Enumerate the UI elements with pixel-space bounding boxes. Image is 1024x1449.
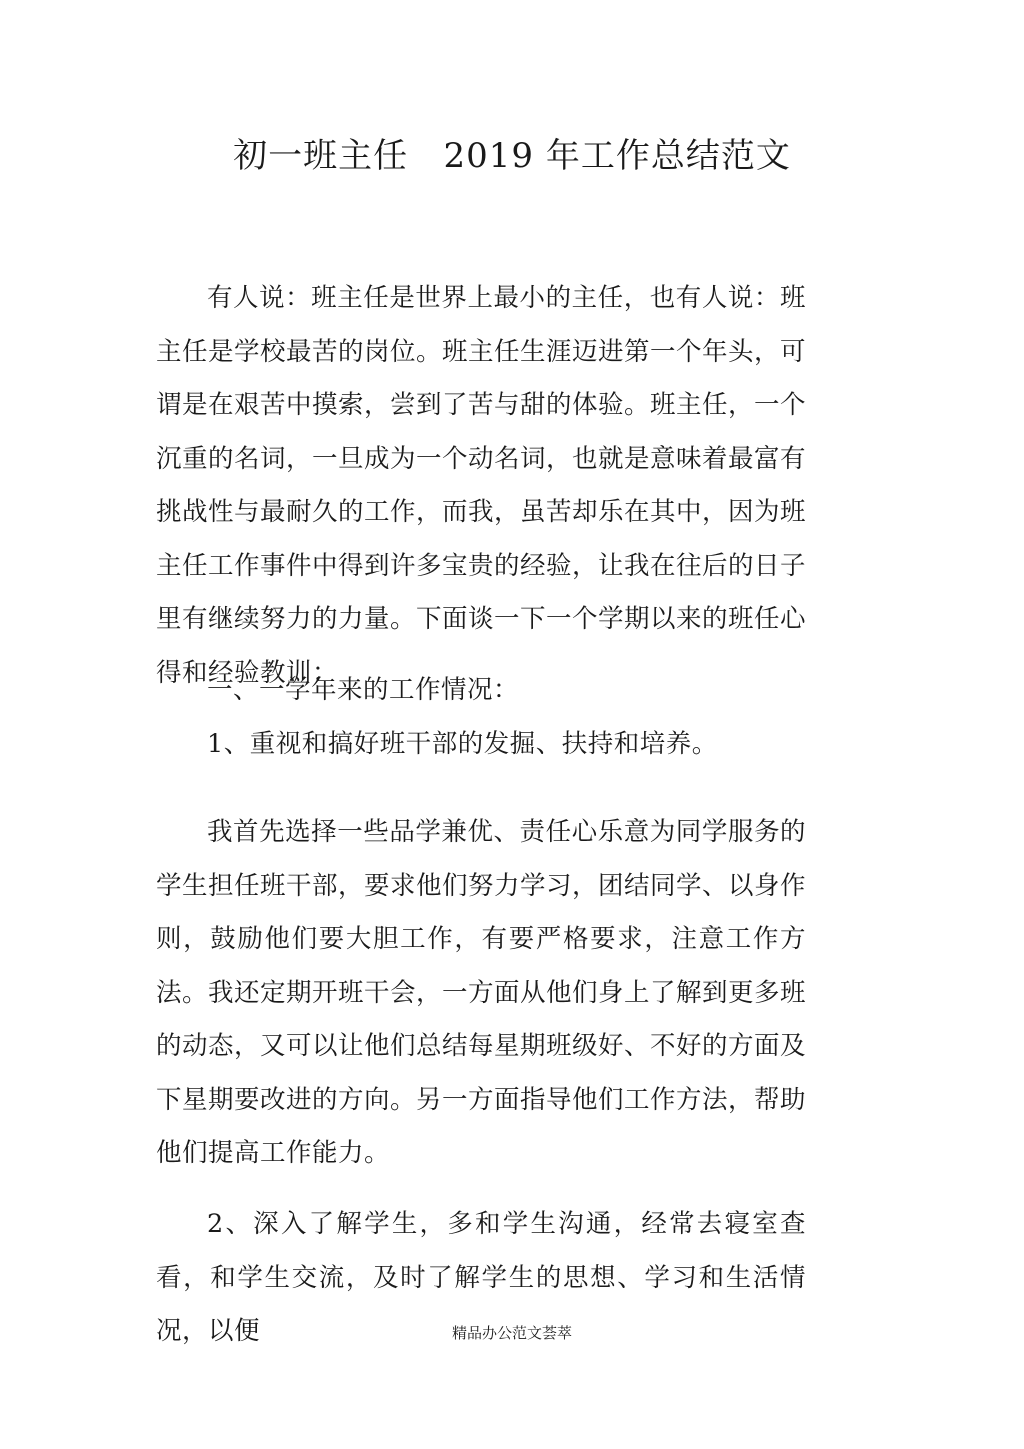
paragraph-section-1 bbox=[156, 806, 806, 1181]
subsection-heading-1-text: 1、重视和搞好班干部的发掘、扶持和培养。 bbox=[207, 729, 718, 759]
section-heading-1 bbox=[156, 664, 806, 718]
paragraph-intro-text: 有人说：班主任是世界上最小的主任，也有人说：班主任是学校最苦的岗位。班主任生涯迈进第一个年头，可谓是在艰苦中摸索，尝到了苦与甜的体验。班主任，一个沉重的名词，一旦成为一个动名词，也就是意味着最富有挑战性与最耐久的工作，而我，虽苦却乐在其中，因为班主任工作事件中得到许多宝贵的经验，让我在往后的日子里有继续努力的力量。下面谈一下一个学期以来的班任心得和经验教训： bbox=[156, 283, 807, 688]
paragraph-intro bbox=[156, 272, 806, 700]
paragraph-section-2-text: 2、深入了解学生，多和学生沟通，经常去寝室查看，和学生交流，及时了解学生的思想、学习和生活情况，以便 bbox=[156, 1209, 806, 1346]
subsection-heading-1 bbox=[156, 718, 806, 772]
page-footer: 精品办公范文荟萃 bbox=[451, 1324, 572, 1342]
section-heading-1-text: 一、一学年来的工作情况： bbox=[207, 675, 520, 705]
paragraph-section-1-text: 我首先选择一些品学兼优、责任心乐意为同学服务的学生担任班干部，要求他们努力学习，团结同学、以身作则，鼓励他们要大胆工作，有要严格要求，注意工作方法。我还定期开班干会，一方面从他们身上了解到更多班的动态，又可以让他们总结每星期班级好、不好的方面及下星期要改进的方向。另一方面指导他们工作方法，帮助他们提高工作能力。 bbox=[156, 817, 807, 1168]
document-title: 初一班主任 2019 年工作总结范文 bbox=[233, 136, 791, 176]
